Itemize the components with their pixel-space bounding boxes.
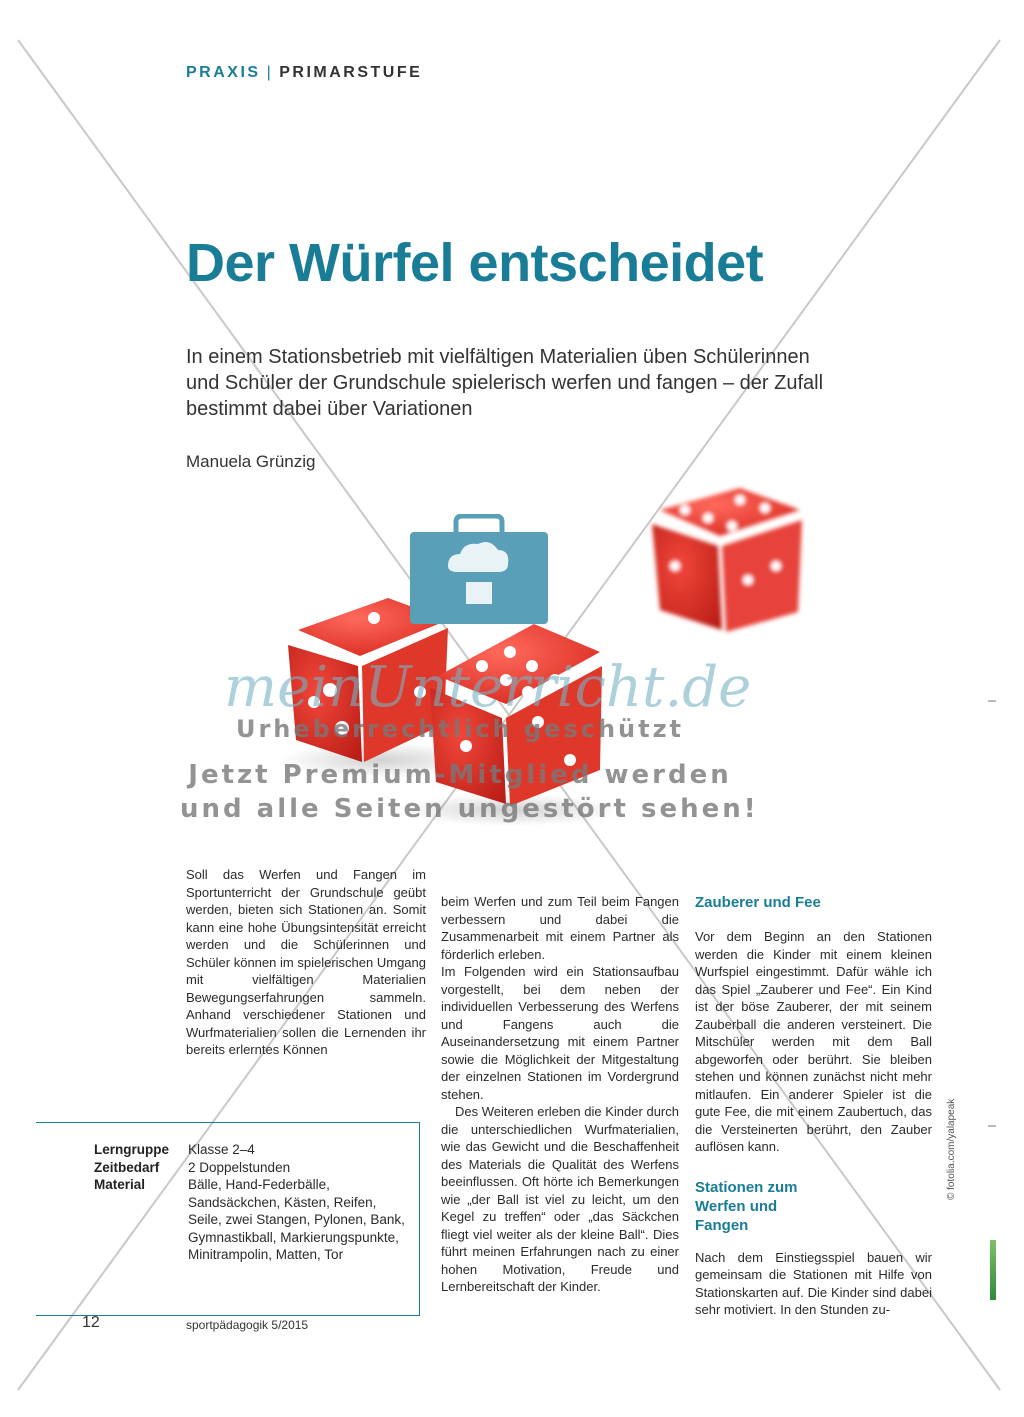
body-column-2 xyxy=(441,893,679,1296)
watermark-premium-line2: und alle Seiten ungestört sehen! xyxy=(180,794,759,824)
section-heading-zauberer: Zauberer und Fee xyxy=(695,894,821,911)
col3-paragraph-2: Nach dem Einstiegsspiel bauen wir gemeinsam die Stationen mit Hilfe von Stationskarten auf. Die Kinder sind dabei sehr motiviert. In den Stunden zu- xyxy=(695,1249,932,1317)
article-subtitle: In einem Stationsbetrieb mit vielfältigen Materialien üben Schülerinnen und Schüler der Grundschule spielerisch werfen und fangen – der Zufall bestimmt dabei über Variationen xyxy=(186,346,824,420)
col2-paragraph-3: Des Weiteren erleben die Kinder durch die unterschiedlichen Wurfmaterialien, wie das Gewicht und die Beschaffenheit des Materials die Qualität des Werfens beeinflussen. Oft hörte ich Bemerkungen wie „der Ball ist viel zu leicht, um den Kegel zu treffen“ oder „das Säckchen fliegt viel weiter als der kleine Ball“. Dies führt meinen Erfahrungen nach zu einer hohen Motivation, Freude und Lernbereitschaft der Kinder. xyxy=(441,1104,679,1294)
watermark-copyright: Urheberrechtlich geschützt xyxy=(235,715,685,743)
article-title: Der Würfel entscheidet xyxy=(186,233,764,293)
journal-name: sportpädagogik 5/2015 xyxy=(186,1318,309,1332)
die-flying xyxy=(652,488,802,632)
edge-mark xyxy=(988,700,996,702)
section-heading-stationen: Stationen zum Werfen und Fangen xyxy=(695,1178,798,1234)
body-column-1 xyxy=(186,866,426,1059)
watermark-premium-line1: Jetzt Premium-Mitglied werden xyxy=(188,760,732,790)
info-value-zeitbedarf: 2 Doppelstunden xyxy=(188,1159,291,1175)
col2-paragraph-1: beim Werfen und zum Teil beim Fangen verbessern und dabei die Zusammenarbeit mit einem Partner als förderlich erleben. xyxy=(441,894,679,962)
briefcase-cloud-icon xyxy=(408,514,550,626)
section-label: PRAXIS xyxy=(186,64,261,81)
col2-paragraph-2: Im Folgenden wird ein Stationsaufbau vorgestellt, bei dem neben der individuellen Verbesserung des Werfens und Fangens auch die Auseinandersetzung mit einem Partner sowie die Möglichkeit der Mitgestaltung der einzelnen Stationen im Vordergrund stehen. xyxy=(441,964,679,1102)
subsection-label: PRIMARSTUFE xyxy=(279,64,423,81)
info-box xyxy=(36,1122,420,1316)
info-value-lerngruppe: Klasse 2–4 xyxy=(188,1142,255,1157)
info-label-lerngruppe: Lerngruppe xyxy=(94,1142,170,1157)
col3-paragraph-1: Vor dem Beginn an den Stationen werden die Kinder mit einem kleinen Wurfspiel eingestimmt. Dafür wähle ich das Spiel „Zauberer und Fee“. Ein Kind ist der böse Zauberer, der mit seinem Zauberball die anderen versteinert. Die Mitschüler werden mit dem Ball abgeworfen oder berührt. Sie bleiben stehen und können zunächst nicht mehr mitlaufen. Ein anderer Spieler ist die gute Fee, die mit einem Zaubertuch, das die Versteinerten berührt, den Zauber auflösen kann. xyxy=(695,929,932,1154)
body-column-3 xyxy=(695,893,932,1319)
section-header xyxy=(186,64,422,82)
page-number: 12 xyxy=(82,1314,100,1331)
edge-mark xyxy=(988,1125,996,1127)
col1-paragraph: Soll das Werfen und Fangen im Sportunterricht der Grundschule geübt werden, bieten sich Stationen an. Somit kann eine hohe Übungsintensität erreicht werden und die Schülerinnen und Schüler können im spielerischen Umgang mit vielfältigen Materialien Bewegungserfahrungen sammeln. Anhand verschiedener Stationen und Wurfmaterialien sollen die Lernenden ihr bereits erlerntes Können xyxy=(186,867,426,1057)
info-label-material: Material xyxy=(94,1177,146,1192)
info-value-material: Bälle, Hand-Federbälle, Sandsäckchen, Kästen, Reifen, Seile, zwei Stangen, Pylonen, Bank, Gymnastikball, Markierungspunkte, Minitrampolin, Matten, Tor xyxy=(188,1177,405,1262)
photo-credit: © fotolia.com/yalapeak xyxy=(946,1098,957,1200)
header-separator: | xyxy=(266,64,274,81)
watermark-logo: meinUnterricht.de xyxy=(224,655,752,720)
edge-color-strip xyxy=(990,1240,996,1300)
article-author: Manuela Grünzig xyxy=(186,452,316,471)
info-label-zeitbedarf: Zeitbedarf xyxy=(94,1159,160,1175)
